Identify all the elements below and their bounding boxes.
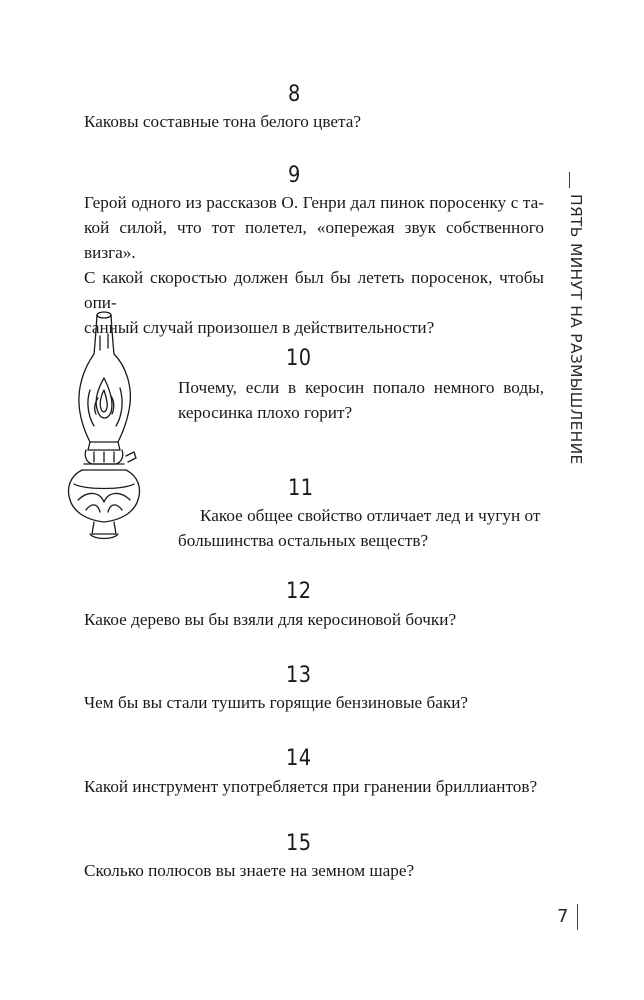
question-number-9: 9 <box>288 163 301 188</box>
question-12-line-1: Какое дерево вы бы взяли для керосиновой бочки? <box>84 610 457 629</box>
question-8-line-1: Каковы составные тона белого цвета? <box>84 112 361 131</box>
page-number: 7 <box>557 906 569 927</box>
question-number-15: 15 <box>286 831 312 856</box>
question-text-14 <box>84 774 544 799</box>
question-text-10 <box>178 375 544 425</box>
question-10-line-1: Почему, если в керосин попало немного воды, <box>178 378 544 397</box>
question-number-11: 11 <box>288 476 314 501</box>
question-9-line-3: С какой скоростью должен был бы лететь поросенок, чтобы опи- <box>84 268 544 312</box>
question-11-line-1: Какое общее свойство отличает лед и чугун от <box>200 506 541 525</box>
question-14-line-1: Какой инструмент употребляется при гранении бриллиантов? <box>84 777 538 796</box>
kerosene-lamp-icon <box>64 306 176 548</box>
question-10-line-2: керосинка плохо горит? <box>178 403 353 422</box>
question-text-13 <box>84 690 544 715</box>
question-text-15 <box>84 858 544 883</box>
question-number-12: 12 <box>286 579 312 604</box>
question-text-8 <box>84 109 544 134</box>
question-13-line-1: Чем бы вы стали тушить горящие бензиновые баки? <box>84 693 469 712</box>
running-head-divider <box>569 172 570 188</box>
page-number-divider <box>577 904 578 930</box>
question-text-12 <box>84 607 544 632</box>
question-9-line-4: санный случай произошел в действительности? <box>84 318 435 337</box>
question-15-line-1: Сколько полюсов вы знаете на земном шаре? <box>84 861 415 880</box>
question-number-14: 14 <box>286 746 312 771</box>
question-number-10: 10 <box>286 346 312 371</box>
running-head <box>557 172 587 465</box>
running-head-title: ПЯТЬ МИНУТ НА РАЗМЫШЛЕНИЕ <box>567 194 585 465</box>
question-11-line-2: большинства остальных веществ? <box>178 531 429 550</box>
question-number-8: 8 <box>288 82 301 107</box>
question-number-13: 13 <box>286 663 312 688</box>
question-9-line-1: Герой одного из рассказов О. Генри дал пинок поросенку с та- <box>84 193 544 212</box>
question-text-11 <box>178 503 544 553</box>
question-9-line-2: кой силой, что тот полетел, «опережая звук собственного визга». <box>84 218 544 262</box>
